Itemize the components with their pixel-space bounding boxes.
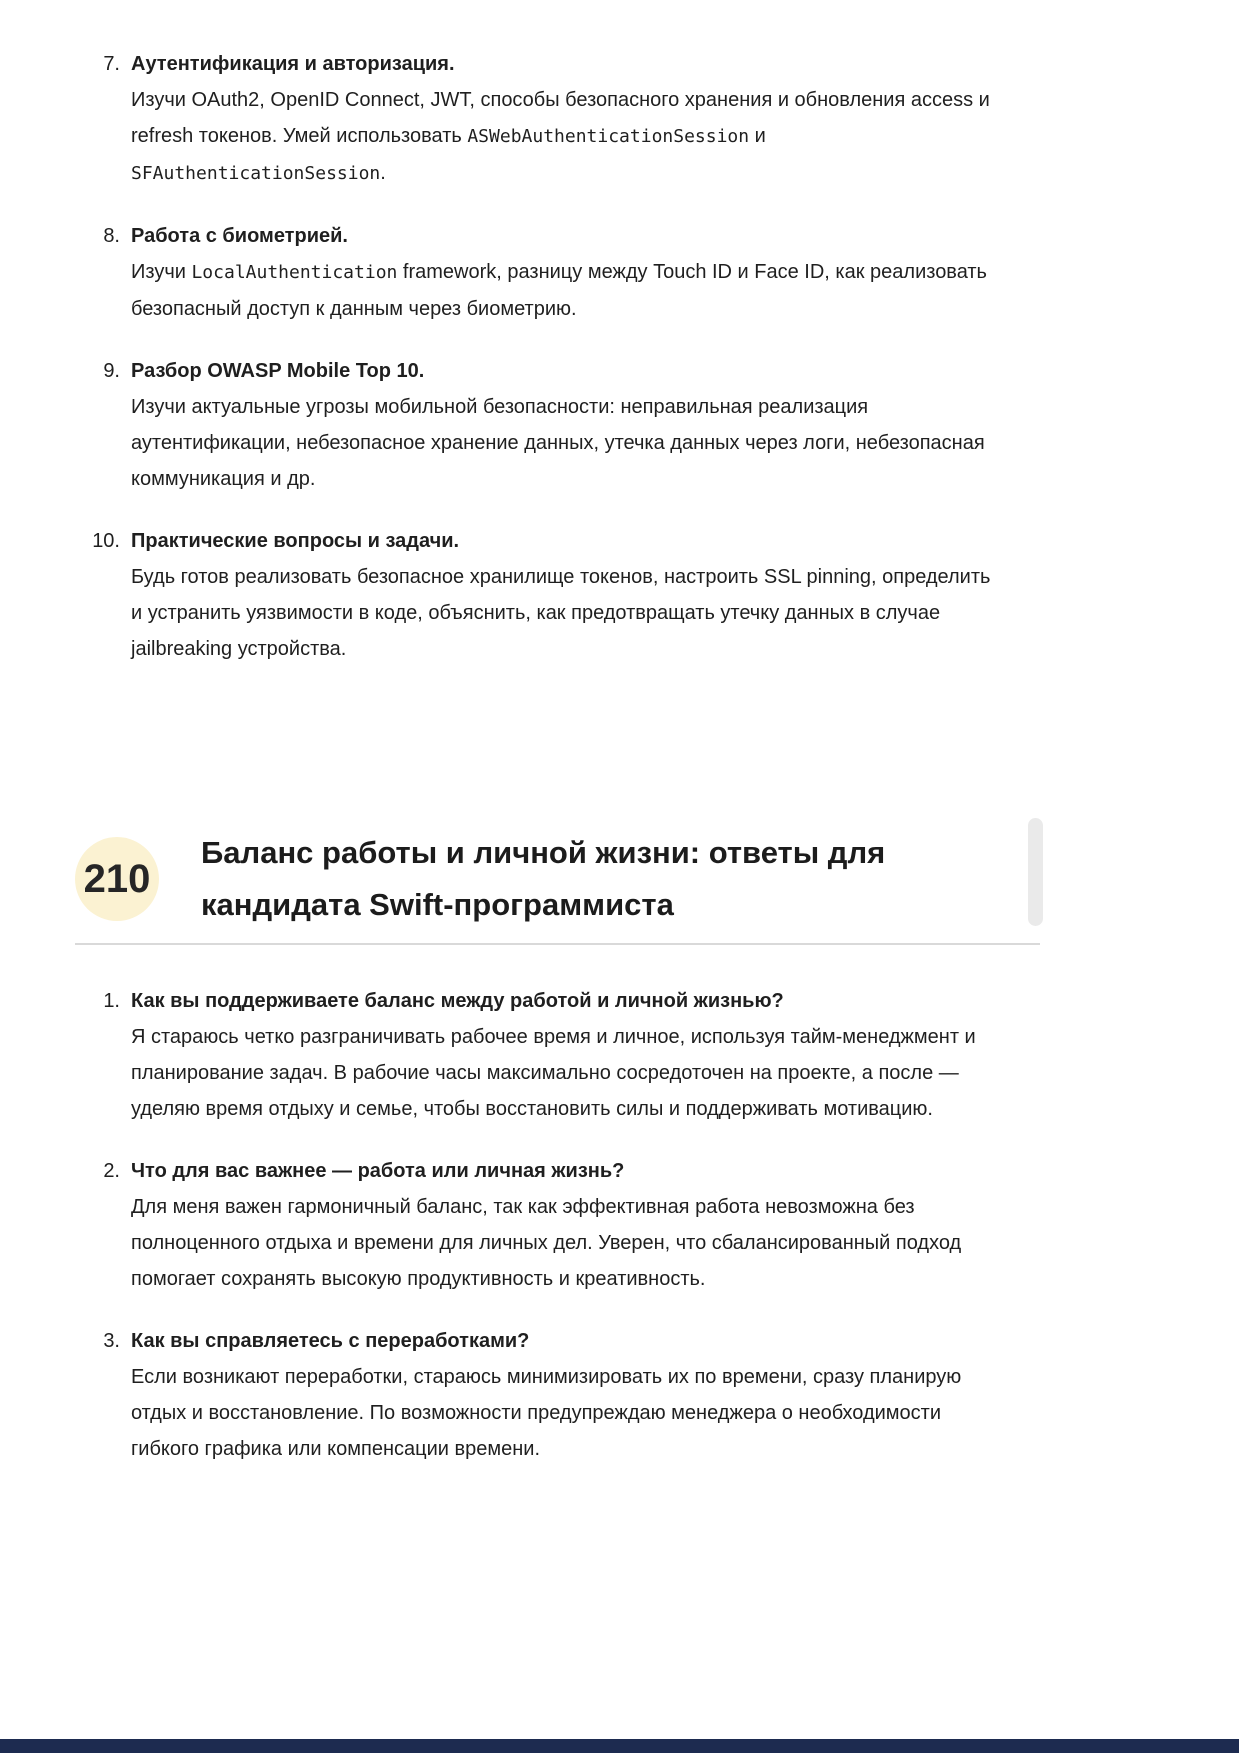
body-text: Изучи актуальные угрозы мобильной безопасности: неправильная реализация аутентификации, небезопасное хранение данных, утечка данных через логи, небезопасная коммуникация и др. [131, 396, 985, 490]
list-item [75, 523, 1001, 667]
page-edge-tab [1028, 818, 1043, 926]
qa-number: 2. [103, 1160, 120, 1182]
body-text: . [380, 162, 386, 184]
item-number: 9. [103, 360, 120, 382]
item-title: Работа с биометрией. [131, 225, 348, 247]
qa-question: Как вы поддерживаете баланс между работой и личной жизнью? [131, 990, 784, 1012]
qa-number: 3. [103, 1330, 120, 1352]
footer-bar [0, 1739, 1239, 1753]
inline-code: ASWebAuthenticationSession [467, 126, 750, 147]
qa-question: Что для вас важнее — работа или личная жизнь? [131, 1160, 625, 1182]
inline-code: LocalAuthentication [191, 262, 398, 283]
qa-content [131, 1153, 1001, 1297]
section-divider [75, 943, 1040, 945]
qa-answer: Если возникают переработки, стараюсь минимизировать их по времени, сразу планирую отдых и восстановление. По возможности предупреждаю менеджера о необходимости гибкого графика или компенсации времени. [131, 1366, 962, 1460]
qa-answer: Я стараюсь четко разграничивать рабочее время и личное, используя тайм-менеджмент и планирование задач. В рабочие часы максимально сосредоточен на проекте, а после — уделяю время отдыху и семье, чтобы восстановить силы и поддерживать мотивацию. [131, 1026, 976, 1120]
qa-item [75, 1323, 1001, 1467]
body-text: Будь готов реализовать безопасное хранилище токенов, настроить SSL pinning, определить и устранить уязвимости в коде, объяснить, как предотвращать утечку данных в случае jailbreaking устройства. [131, 566, 991, 660]
item-body [131, 389, 1001, 497]
item-number: 10. [92, 530, 120, 552]
qa-list [75, 983, 1001, 1467]
qa-item [75, 983, 1001, 1127]
item-title: Разбор OWASP Mobile Top 10. [131, 360, 425, 382]
list-item [75, 218, 1001, 327]
item-content [131, 523, 1001, 667]
section-badge [75, 837, 159, 921]
inline-code: SFAuthenticationSession [131, 163, 381, 184]
item-content [131, 46, 1001, 192]
section-header [75, 827, 1001, 931]
security-list [75, 46, 1001, 667]
qa-content [131, 1323, 1001, 1467]
qa-answer: Для меня важен гармоничный баланс, так как эффективная работа невозможна без полноценного отдыха и времени для личных дел. Уверен, что сбалансированный подход помогает сохранять высокую продуктивность и креативность. [131, 1196, 962, 1290]
qa-number: 1. [103, 990, 120, 1012]
item-number: 7. [103, 53, 120, 75]
list-item [75, 353, 1001, 497]
body-text: Изучи OAuth2, OpenID Connect, JWT, способы безопасного хранения и обновления access и refresh токенов. Умей использовать [131, 89, 990, 147]
item-content [131, 353, 1001, 497]
item-title: Аутентификация и авторизация. [131, 53, 455, 75]
body-text: и [749, 125, 766, 147]
section-title: Баланс работы и личной жизни: ответы для кандидата Swift-программиста [201, 835, 886, 922]
qa-item [75, 1153, 1001, 1297]
qa-content [131, 983, 1001, 1127]
item-content [131, 218, 1001, 327]
body-text: framework, разницу между Touch ID и Face ID, как реализовать безопасный доступ к данным через биометрию. [131, 261, 987, 320]
badge-number: 210 [83, 856, 151, 901]
qa-question: Как вы справляетесь с переработками? [131, 1330, 530, 1352]
item-number: 8. [103, 225, 120, 247]
body-text: Изучи [131, 261, 192, 283]
list-item [75, 46, 1001, 192]
item-body [131, 254, 1001, 327]
item-body [131, 82, 1001, 192]
item-body [131, 559, 1001, 667]
item-title: Практические вопросы и задачи. [131, 530, 460, 552]
